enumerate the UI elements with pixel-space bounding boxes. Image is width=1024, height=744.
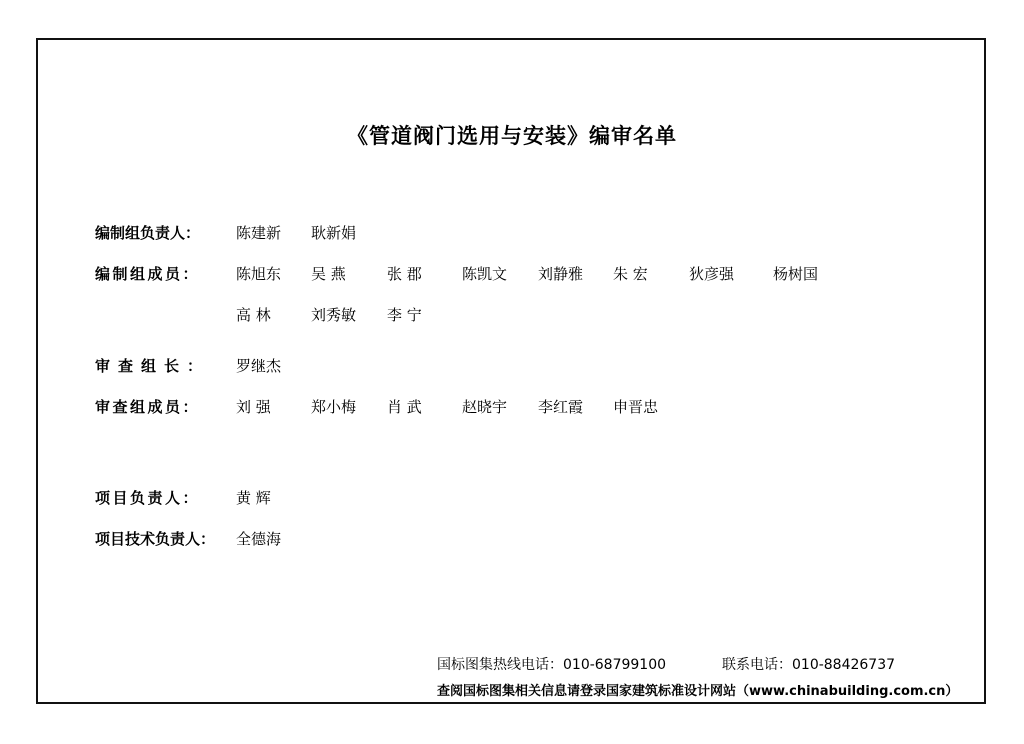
- label-compile-lead: 编制组负责人：: [95, 224, 201, 242]
- person-name: 申晋忠: [613, 398, 659, 416]
- person-name: 朱 宏: [613, 265, 648, 283]
- label-review-lead: 审查组长：: [95, 357, 211, 375]
- person-name: 李红霞: [538, 398, 584, 416]
- person-name: 陈建新: [236, 224, 282, 242]
- label-review-members: 审查组成员：: [95, 398, 201, 416]
- page-title: 《管道阀门选用与安装》编审名单: [347, 124, 677, 148]
- person-name: 黄 辉: [236, 489, 271, 507]
- person-name: 张 郡: [387, 265, 422, 283]
- hotline-number: 010-68799100: [563, 657, 667, 673]
- person-name: 罗继杰: [236, 357, 282, 375]
- person-name: 刘秀敏: [311, 306, 357, 324]
- label-project-lead: 项目负责人：: [95, 489, 201, 507]
- hotline-line: [437, 654, 666, 674]
- label-compile-members: 编制组成员：: [95, 265, 201, 283]
- person-name: 刘 强: [236, 398, 271, 416]
- person-name: 李 宁: [387, 306, 422, 324]
- person-name: 杨树国: [773, 265, 819, 283]
- person-name: 吴 燕: [311, 265, 346, 283]
- website-note: 查阅国标图集相关信息请登录国家建筑标准设计网站（www.chinabuilding.com.cn）: [437, 684, 959, 699]
- person-name: 陈旭东: [236, 265, 282, 283]
- person-name: 耿新娟: [311, 224, 357, 242]
- person-name: 刘静雅: [538, 265, 584, 283]
- contact-number: 010-88426737: [792, 657, 896, 673]
- person-name: 狄彦强: [689, 265, 735, 283]
- contact-line: [722, 654, 895, 674]
- person-name: 陈凯文: [462, 265, 508, 283]
- hotline-label: 国标图集热线电话：: [437, 657, 563, 673]
- person-name: 郑小梅: [311, 398, 357, 416]
- person-name: 全德海: [236, 530, 282, 548]
- person-name: 肖 武: [387, 398, 422, 416]
- contact-label: 联系电话：: [722, 657, 792, 673]
- label-project-tech-lead: 项目技术负责人：: [95, 530, 216, 548]
- person-name: 高 林: [236, 306, 271, 324]
- person-name: 赵晓宇: [462, 398, 508, 416]
